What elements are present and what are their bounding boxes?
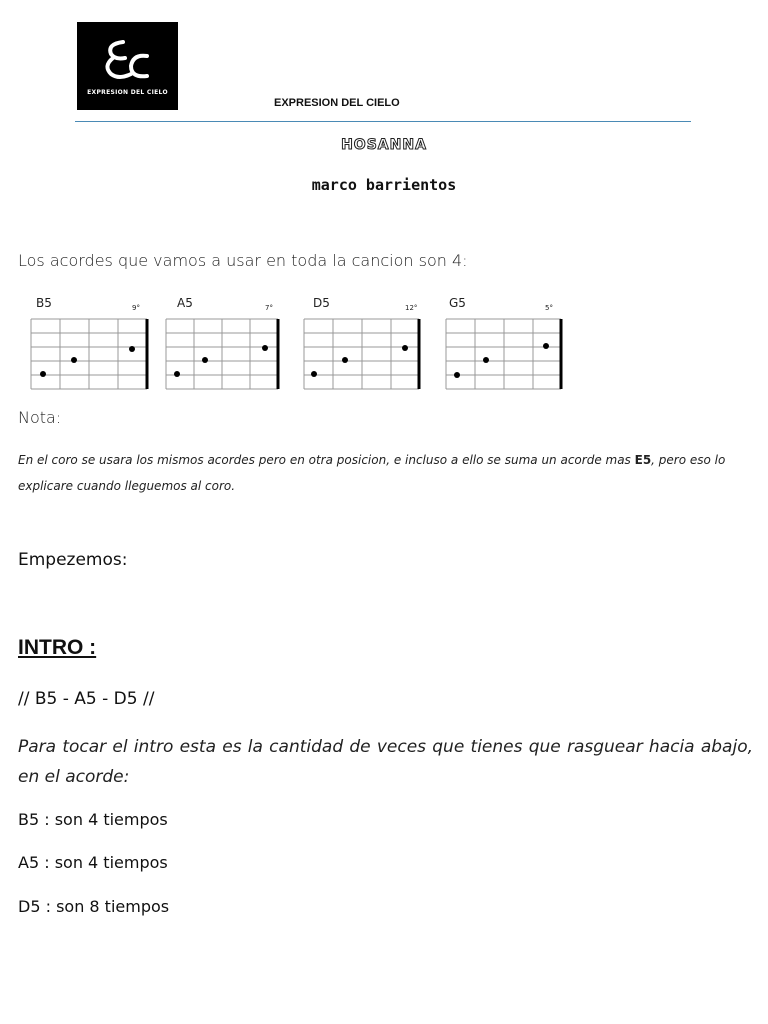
intro-paragraph: Para tocar el intro esta es la cantidad de veces que tienes que rasguear hacia abajo, en el acorde: (18, 737, 753, 787)
chord-name: G5 (449, 296, 466, 310)
nota-label: Nota: (18, 408, 62, 427)
chord-name: D5 (313, 296, 330, 310)
note-text-part2: , pero eso lo explicare cuando lleguemos al coro. (18, 453, 726, 493)
fret-marker: 5° (545, 304, 553, 312)
fretboard-grid (303, 316, 423, 412)
header-divider (75, 121, 691, 122)
count-b5: B5 : son 4 tiempos (18, 810, 168, 829)
note-chord-e5: E5 (634, 453, 652, 467)
chord-name: A5 (177, 296, 193, 310)
count-a5: A5 : son 4 tiempos (18, 853, 168, 872)
song-title: HOSANNA (341, 137, 427, 153)
fret-marker: 7° (265, 304, 273, 312)
empezemos-label: Empezemos: (18, 550, 128, 570)
fretboard-grid (165, 316, 285, 412)
ec-logo-icon (77, 22, 178, 110)
note-paragraph (18, 447, 758, 499)
chord-progression: // B5 - A5 - D5 // (18, 689, 155, 709)
artist-name: marco barrientos (311, 176, 457, 194)
note-text-part1: En el coro se usara los mismos acordes pero en otra posicion, e incluso a ello se suma un acorde mas (18, 453, 635, 467)
count-d5: D5 : son 8 tiempos (18, 897, 170, 916)
fret-marker: 9° (132, 304, 140, 312)
intro-heading: INTRO : (18, 636, 97, 659)
chords-intro-text: Los acordes que vamos a usar en toda la cancion son 4: (18, 251, 468, 270)
logo (77, 22, 178, 110)
fretboard-grid (445, 316, 565, 412)
fretboard-grid (30, 316, 150, 412)
chord-name: B5 (36, 296, 52, 310)
fret-marker: 12° (405, 304, 418, 312)
logo-text: EXPRESION DEL CIELO (87, 89, 168, 96)
header-title: EXPRESION DEL CIELO (274, 97, 400, 109)
